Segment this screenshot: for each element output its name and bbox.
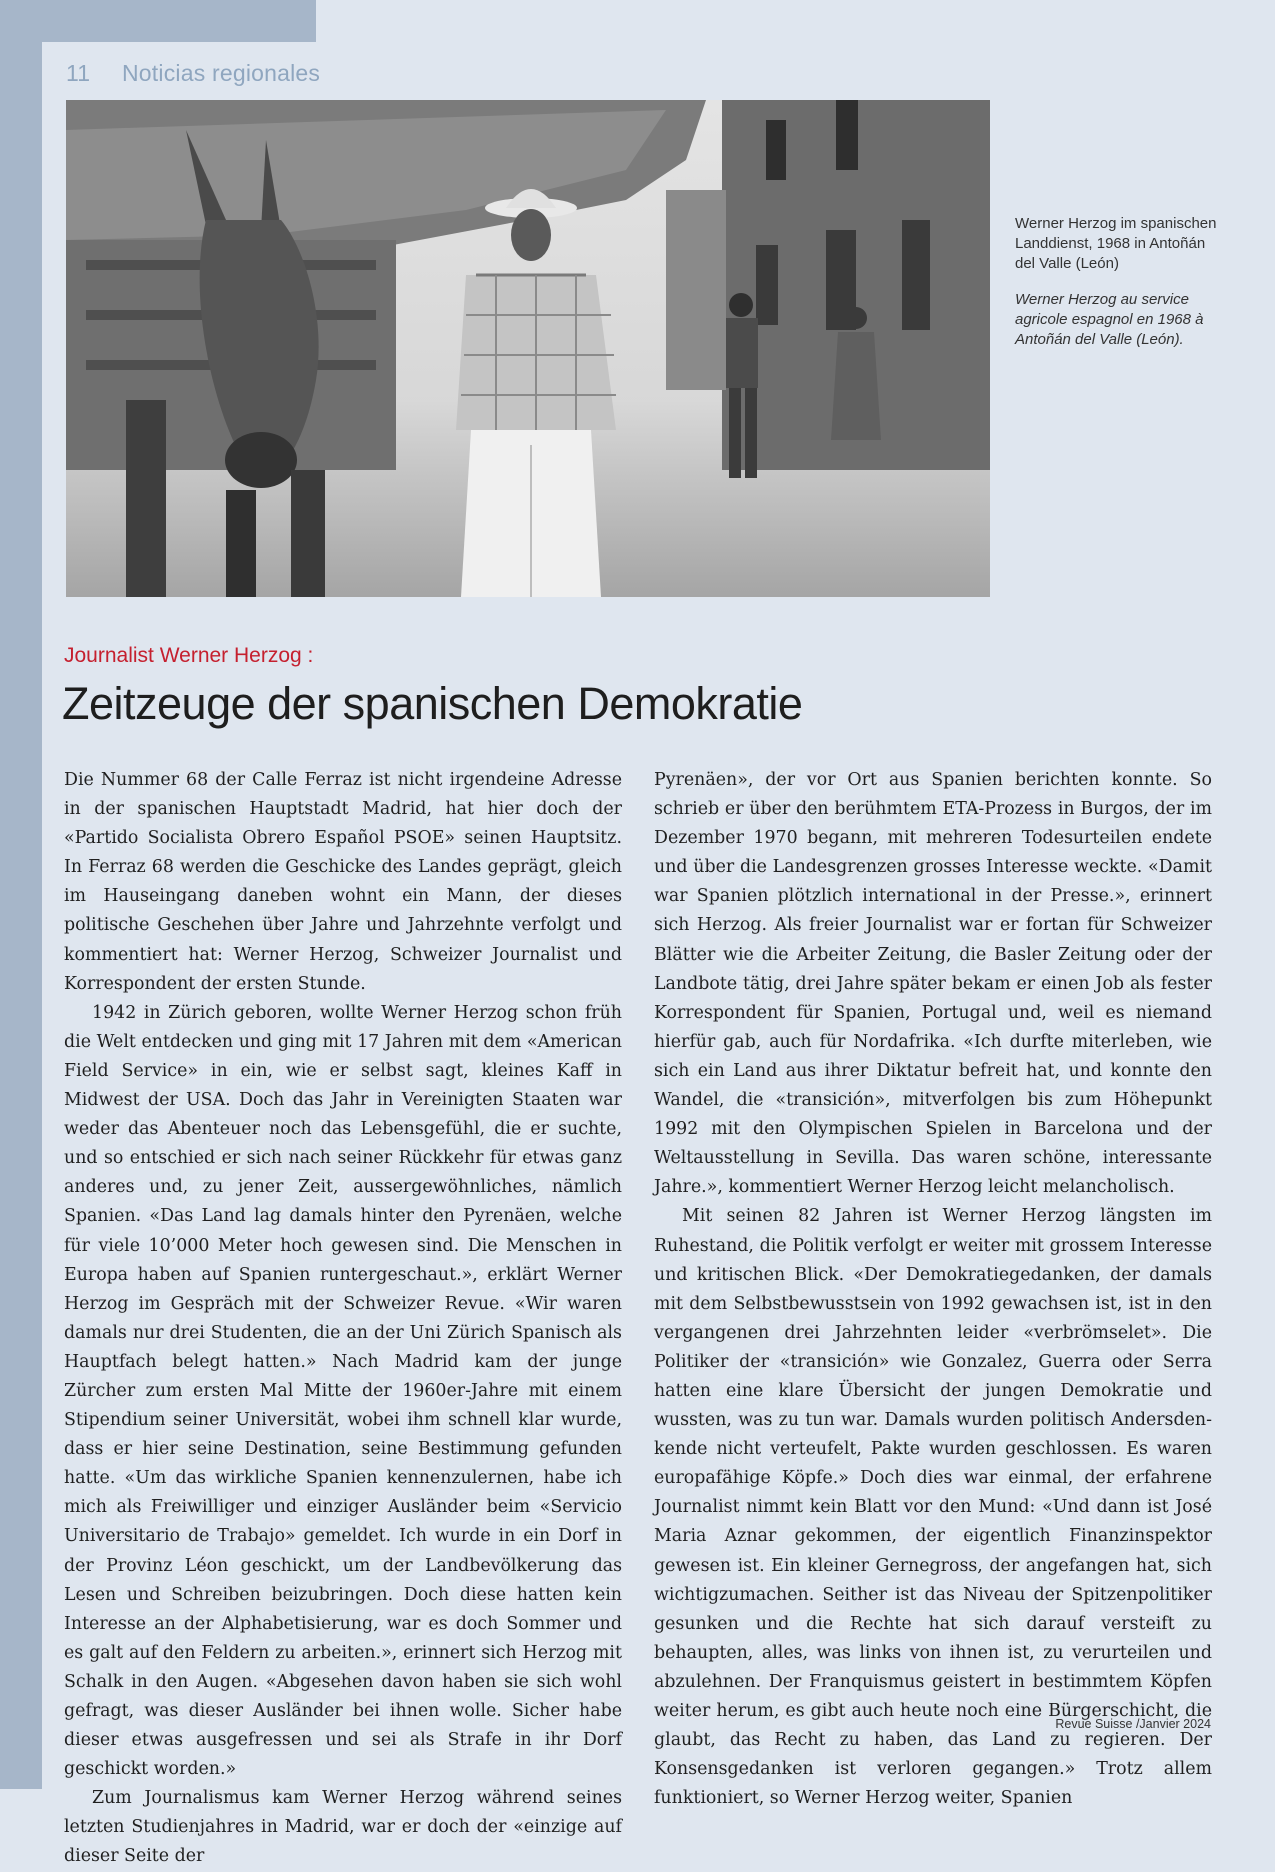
section-title: Noticias regionales: [122, 60, 321, 86]
caption-french: Werner Herzog au service agricole espagnol en 1968 à Antoñán del Valle (León).: [1015, 291, 1204, 348]
paragraph: Mit seinen 82 Jahren ist Werner Herzog längsten im Ruhestand, die Politik verfolgt er weiter mit grossem Interesse und kritischen Blick. «Der Demokratiegedanken, der damals mit dem Selbstbewusstsein von 1992 gewachsen ist, ist in den vergangenen drei Jahrzehnten leider «verbrömselet». Die Politiker der «transición» wie Gonzalez, Guerra oder Serra hatten eine klare Übersicht der jungen Demokratie und wussten, was zu tun war. Damals wurden politisch Andersdenkende nicht verteufelt, Pakte wurden geschlossen. Es waren europafähige Köpfe.» Doch dies war einmal, der erfahrene Journalist nimmt kein Blatt vor den Mund: «Und dann ist José Maria Aznar gekommen, der eigentlich Finanzinspektor gewesen ist. Ein kleiner Gernegross, der angefangen hat, sich wichtigzumachen. Seither ist das Niveau der Spitzenpolitiker gesunken und die Rechte hat sich darauf versteift zu behaupten, alles, was links von ihnen ist, zu verurteilen und abzulehnen. Der Franquismus geistert in bestimmtem Köpfen weiter herum, es gibt auch heute noch eine Bürgerschicht, die glaubt, das Recht zu haben, das Land zu regieren. Der Konsensgedanken ist verloren gegangen.» Trotz allem funktioniert, so Werner Herzog weiter, Spanien: [654, 1206, 1212, 1809]
top-margin-bar: [0, 0, 316, 42]
paragraph: Die Nummer 68 der Calle Ferraz ist nicht irgendeine Adresse in der spanischen Hauptstadt Madrid, hat hier doch der «Partido Socialista Obrero Español PSOE» seinen Hauptsitz. In Ferraz 68 werden die Geschicke des Landes geprägt, gleich im Hauseingang daneben wohnt ein Mann, der dieses politische Geschehen über Jahre und Jahrzehnte verfolgt und kommentiert hat: Werner Herzog, Schweizer Journalist und Korrespondent der ersten Stunde.: [64, 770, 622, 994]
paragraph: Zum Journalismus kam Werner Herzog während seines letzten Studienjahres in Madrid, war er doch der «einzige auf dieser Seite der: [64, 1788, 622, 1867]
photo-caption: [1015, 214, 1220, 366]
page-footer: Revue Suisse /Janvier 2024: [1055, 1717, 1211, 1731]
paragraph: 1942 in Zürich geboren, wollte Werner Herzog schon früh die Welt entdecken und ging mit 17 Jahren mit dem «American Field Service» in ein, wie er selbst sagt, kleines Kaff in Midwest der USA. Doch das Jahr in Vereinigten Staaten war weder das Abenteuer noch das Lebensgefühl, die er suchte, und so entschied er sich nach seiner Rückkehr für etwas ganz anderes und, zu jener Zeit, aussergewöhnliches, nämlich Spanien. «Das Land lag damals hinter den Pyrenäen, welche für viele 10’000 Meter hoch gewesen sind. Die Menschen in Europa haben auf Spanien runtergeschaut.», erklärt Werner Herzog im Gespräch mit der Schweizer Revue. «Wir waren damals nur drei Studenten, die an der Uni Zürich Spanisch als Hauptfach belegt hatten.» Nach Madrid kam der junge Zürcher zum ersten Mal Mitte der 1960er-Jahre mit einem Stipendium seiner Universität, wobei ihm schnell klar wurde, dass er hier seine Destination, seine Bestimmung gefunden hatte. «Um das wirkliche Spanien kennenzulernen, habe ich mich als Freiwilliger und einziger Ausländer beim «Servicio Universitario de Trabajo» gemeldet. Ich wurde in ein Dorf in der Provinz Léon geschickt, um der Landbevölkerung das Lesen und Schreiben beizubringen. Doch diese hatten kein Interesse an der Alphabetisierung, war es doch Sommer und es galt auf den Feldern zu arbeiten.», erinnert sich Herzog mit Schalk in den Augen. «Abgesehen davon haben sie sich wohl gefragt, was dieser Ausländer bei ihnen wolle. Sicher habe dieser etwas ausgefressen und sei als Strafe in ihr Dorf geschickt worden.»: [64, 1002, 622, 1780]
page-header: [66, 60, 320, 87]
caption-german: Werner Herzog im spanischen Landdienst, 1968 in Antoñán del Valle (León): [1015, 215, 1217, 272]
article-photo: [66, 100, 990, 597]
article-title: Zeitzeuge der spanischen Demokratie: [62, 678, 803, 729]
article-column-right: [654, 766, 1212, 1813]
photo-icon: [66, 100, 990, 597]
left-margin-bar: [0, 0, 42, 1789]
paragraph: Pyrenäen», der vor Ort aus Spanien berichten konnte. So schrieb er über den berühmtem ETA-Prozess in Burgos, der im Dezember 1970 begann, mit mehreren Todesurteilen endete und über die Landesgrenzen grosses Interesse weckte. «Damit war Spanien plötzlich international in der Presse.», erinnert sich Herzog. Als freier Journalist war er fortan für Schweizer Blätter wie die Arbeiter Zeitung, die Basler Zeitung oder der Landbote tätig, drei Jahre später bekam er einen Job als fester Korrespondent für Spanien, Portugal und, weil es niemand hierfür gab, auch für Nordafrika. «Ich durfte miterleben, wie sich ein Land aus ihrer Diktatur befreit hat, und konnte den Wandel, die «transición», mitverfolgen bis zum Höhepunkt 1992 mit den Olympischen Spielen in Barcelona und der Weltausstellung in Sevilla. Das waren schöne, interessante Jahre.», kommentiert Werner Herzog leicht melancholisch.: [654, 770, 1212, 1198]
article-kicker: Journalist Werner Herzog :: [64, 644, 314, 667]
article-column-left: [64, 766, 622, 1872]
page-number: 11: [66, 60, 91, 86]
